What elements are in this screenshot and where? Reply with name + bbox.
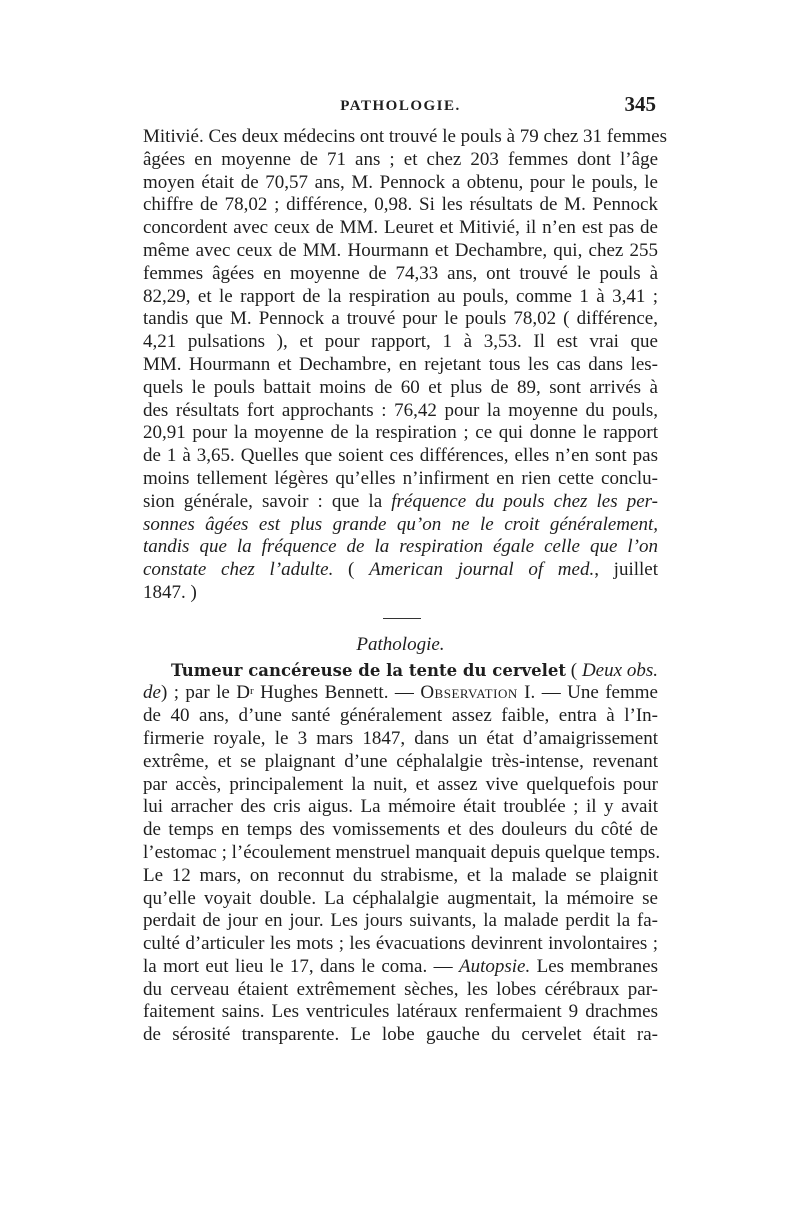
text-line: extrême, et se plaignant d’une céphalalgie très-intense, revenant bbox=[143, 750, 658, 772]
text-line bbox=[143, 956, 658, 979]
text-line: quels le pouls battait moins de 60 et plus de 89, sont arrivés à bbox=[143, 376, 658, 398]
text-line: femmes âgées en moyenne de 74,33 ans, ont trouvé le pouls à bbox=[143, 262, 658, 284]
text-run: ( bbox=[565, 659, 582, 681]
text-run: ( bbox=[333, 559, 370, 581]
text-line: âgées en moyenne de 71 ans ; et chez 203 femmes dont l’âge bbox=[143, 148, 658, 170]
running-head: PATHOLOGIE. bbox=[340, 98, 461, 114]
text-line: concordent avec ceux de MM. Leuret et Mitivié, il n’en est pas de bbox=[143, 217, 658, 239]
text-run: la mort eut lieu le 17, dans le coma. — bbox=[143, 955, 459, 977]
text-line bbox=[143, 682, 658, 705]
italic-run: de bbox=[143, 682, 161, 704]
page-number: 345 bbox=[624, 92, 656, 116]
text-line: de temps en temps des vomissements et des douleurs du côté de bbox=[143, 819, 658, 841]
text-line: chiffre de 78,02 ; différence, 0,98. Si les résultats de M. Pennock bbox=[143, 194, 658, 216]
text-line: MM. Hourmann et Dechambre, en rejetant tous les cas dans les- bbox=[143, 353, 658, 375]
text-run: I. — Une femme bbox=[517, 682, 658, 704]
italic-run: Deux obs. bbox=[581, 659, 658, 681]
superscript: r bbox=[250, 685, 254, 698]
text-line: de 40 ans, d’une santé généralement assez faible, entra à l’In- bbox=[143, 705, 658, 727]
italic-run: Autopsie. bbox=[458, 955, 531, 977]
text-line: même avec ceux de MM. Hourmann et Dechambre, qui, chez 255 bbox=[143, 239, 658, 261]
article-title: Tumeur cancéreuse de la tente du cervelet bbox=[171, 660, 566, 680]
text-line: 82,29, et le rapport de la respiration au pouls, comme 1 à 3,41 ; bbox=[143, 285, 658, 307]
text-line: lui arracher des cris aigus. La mémoire était troublée ; il y avait bbox=[143, 796, 658, 818]
text-line: qu’elle voyait double. La céphalalgie augmentait, la mémoire se bbox=[143, 887, 658, 909]
text-line: faitement sains. Les ventricules latéraux renfermaient 9 drachmes bbox=[143, 1001, 658, 1023]
text-line: culté d’articuler les mots ; les évacuations devinrent involontaires ; bbox=[143, 933, 658, 955]
paragraph-pulse-study bbox=[143, 126, 667, 605]
text-line: de 1 à 3,65. Quelles que soient ces différences, elles n’en sont pas bbox=[143, 445, 658, 467]
italic-run: fréquence du pouls chez les per- bbox=[391, 490, 658, 512]
text-line: de sérosité transparente. Le lobe gauche du cervelet était ra- bbox=[143, 1024, 658, 1046]
text-line bbox=[143, 559, 658, 582]
text-line: par accès, principalement la nuit, et assez vive quelquefois pour bbox=[143, 773, 658, 795]
journal-citation: American journal of med. bbox=[369, 559, 595, 581]
text-line: tandis que M. Pennock a trouvé pour le pouls 78,02 ( différence, bbox=[143, 308, 658, 330]
text-line: perdait de jour en jour. Les jours suivants, la malade perdit la fa- bbox=[143, 910, 658, 932]
text-line: du cerveau étaient extrêmement sèches, les lobes cérébraux par- bbox=[143, 978, 658, 1000]
text-line: des résultats fort approchants : 76,42 pour la moyenne du pouls, bbox=[143, 399, 658, 421]
text-line: Mitivié. Ces deux médecins ont trouvé le pouls à 79 chez 31 femmes bbox=[143, 126, 667, 147]
text-line: moyen était de 70,57 ans, M. Pennock a obtenu, pour le pouls, le bbox=[143, 171, 658, 193]
observation-label: Observation bbox=[420, 682, 518, 704]
paragraph-tumor-case bbox=[143, 659, 661, 1048]
text-run: Hughes Bennett. — bbox=[253, 682, 421, 704]
text-line bbox=[143, 491, 658, 514]
body-text bbox=[143, 126, 667, 1047]
text-line: 20,91 pour la moyenne de la respiration ; ce qui donne le rapport bbox=[143, 422, 658, 444]
text-line: 4,21 pulsations ), et pour rapport, 1 à 3,53. Il est vrai que bbox=[143, 331, 658, 353]
text-line: firmerie royale, le 3 mars 1847, dans un état d’amaigrissement bbox=[143, 727, 658, 749]
section-heading: Pathologie. bbox=[356, 633, 445, 655]
text-line: sonnes âgées est plus grande qu’on ne le croit généralement, bbox=[143, 513, 658, 535]
text-run: , juillet bbox=[594, 559, 659, 581]
text-line: tandis que la fréquence de la respiration égale celle que l’on bbox=[143, 536, 658, 558]
text-line: Le 12 mars, on reconnut du strabisme, et la malade se plaignit bbox=[143, 864, 658, 886]
section-divider bbox=[143, 605, 658, 628]
text-line bbox=[143, 660, 658, 683]
text-run: ) ; par le D bbox=[160, 682, 250, 704]
text-run: sion générale, savoir : que la bbox=[143, 490, 392, 512]
text-line: l’estomac ; l’écoulement menstruel manquait depuis quelque temps. bbox=[143, 841, 661, 863]
text-line: moins tellement légères qu’elles n’infirment en rien cette conclu- bbox=[143, 467, 658, 489]
text-run: Les membranes bbox=[530, 955, 659, 977]
text-line: 1847. ) bbox=[143, 581, 197, 603]
page-header bbox=[143, 92, 658, 122]
italic-run: constate chez l’adulte. bbox=[143, 559, 334, 581]
